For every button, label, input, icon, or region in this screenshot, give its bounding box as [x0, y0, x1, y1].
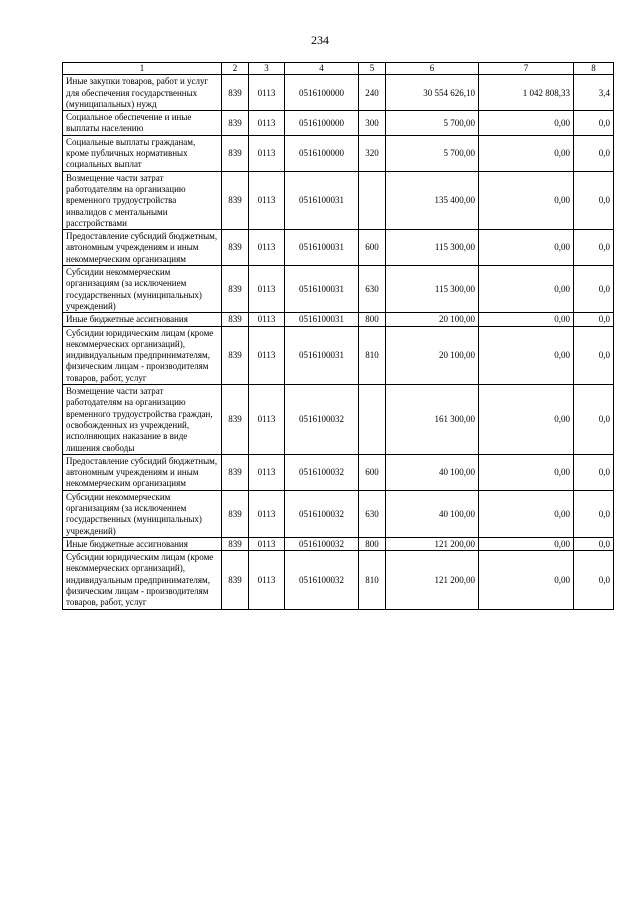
cell-col2: 839 [222, 385, 249, 455]
cell-col8: 0,0 [574, 551, 614, 609]
cell-col5: 810 [359, 326, 386, 384]
cell-col6: 121 200,00 [386, 551, 479, 609]
cell-col2: 839 [222, 135, 249, 171]
table-row [63, 326, 614, 384]
cell-col2: 839 [222, 326, 249, 384]
table-row [63, 313, 614, 326]
cell-col4: 0516100031 [285, 313, 359, 326]
table-header-row [63, 63, 614, 75]
table-row [63, 230, 614, 266]
cell-col6: 135 400,00 [386, 171, 479, 229]
cell-col2: 839 [222, 313, 249, 326]
cell-col7: 0,00 [479, 551, 574, 609]
cell-col7: 0,00 [479, 537, 574, 550]
table-row [63, 266, 614, 313]
cell-col5: 630 [359, 490, 386, 537]
row-name: Субсидии некоммерческим организациям (за исключением государственных (муниципальных) учреждений) [63, 490, 222, 537]
row-name: Возмещение части затрат работодателям на организацию временного трудоустройства граждан, освобожденных из учреждений, исполняющих наказание в виде лишения свободы [63, 385, 222, 455]
cell-col3: 0113 [249, 537, 285, 550]
cell-col7: 0,00 [479, 230, 574, 266]
cell-col8: 3,4 [574, 75, 614, 111]
row-name: Социальные выплаты гражданам, кроме публичных нормативных социальных выплат [63, 135, 222, 171]
cell-col5: 630 [359, 266, 386, 313]
row-name: Субсидии юридическим лицам (кроме некоммерческих организаций), индивидуальным предпринимателям, физическим лицам - производителям товаров, работ, услуг [63, 326, 222, 384]
cell-col2: 839 [222, 266, 249, 313]
cell-col5: 810 [359, 551, 386, 609]
column-header: 8 [574, 63, 614, 75]
cell-col7: 0,00 [479, 326, 574, 384]
cell-col4: 0516100031 [285, 266, 359, 313]
cell-col3: 0113 [249, 111, 285, 136]
cell-col3: 0113 [249, 326, 285, 384]
cell-col7: 0,00 [479, 266, 574, 313]
column-header: 7 [479, 63, 574, 75]
table-row [63, 135, 614, 171]
cell-col2: 839 [222, 230, 249, 266]
cell-col4: 0516100000 [285, 75, 359, 111]
cell-col7: 0,00 [479, 135, 574, 171]
cell-col2: 839 [222, 537, 249, 550]
cell-col5: 240 [359, 75, 386, 111]
cell-col5: 600 [359, 454, 386, 490]
cell-col4: 0516100000 [285, 135, 359, 171]
cell-col8: 0,0 [574, 537, 614, 550]
cell-col8: 0,0 [574, 171, 614, 229]
cell-col7: 0,00 [479, 490, 574, 537]
cell-col5 [359, 171, 386, 229]
row-name: Возмещение части затрат работодателям на организацию временного трудоустройства инвалидов с ментальными расстройствами [63, 171, 222, 229]
cell-col5: 800 [359, 537, 386, 550]
cell-col4: 0516100031 [285, 230, 359, 266]
cell-col8: 0,0 [574, 135, 614, 171]
column-header: 5 [359, 63, 386, 75]
row-name: Субсидии юридическим лицам (кроме некоммерческих организаций), индивидуальным предпринимателям, физическим лицам - производителям товаров, работ, услуг [63, 551, 222, 609]
budget-table [62, 62, 614, 610]
cell-col7: 0,00 [479, 454, 574, 490]
table-row [63, 454, 614, 490]
cell-col7: 0,00 [479, 313, 574, 326]
column-header: 3 [249, 63, 285, 75]
row-name: Предоставление субсидий бюджетным, автономным учреждениям и иным некоммерческим организациям [63, 230, 222, 266]
column-header: 1 [63, 63, 222, 75]
cell-col4: 0516100031 [285, 171, 359, 229]
cell-col4: 0516100031 [285, 326, 359, 384]
cell-col7: 0,00 [479, 385, 574, 455]
table-row [63, 75, 614, 111]
cell-col2: 839 [222, 171, 249, 229]
cell-col8: 0,0 [574, 230, 614, 266]
cell-col5: 800 [359, 313, 386, 326]
cell-col8: 0,0 [574, 111, 614, 136]
cell-col8: 0,0 [574, 385, 614, 455]
table-row [63, 171, 614, 229]
cell-col6: 121 200,00 [386, 537, 479, 550]
cell-col6: 20 100,00 [386, 313, 479, 326]
cell-col3: 0113 [249, 490, 285, 537]
cell-col2: 839 [222, 454, 249, 490]
row-name: Иные закупки товаров, работ и услуг для обеспечения государственных (муниципальных) нужд [63, 75, 222, 111]
cell-col8: 0,0 [574, 326, 614, 384]
cell-col4: 0516100032 [285, 490, 359, 537]
cell-col3: 0113 [249, 171, 285, 229]
row-name: Социальное обеспечение и иные выплаты населению [63, 111, 222, 136]
column-header: 2 [222, 63, 249, 75]
cell-col3: 0113 [249, 135, 285, 171]
cell-col4: 0516100000 [285, 111, 359, 136]
row-name: Иные бюджетные ассигнования [63, 313, 222, 326]
cell-col5: 600 [359, 230, 386, 266]
cell-col7: 0,00 [479, 171, 574, 229]
cell-col2: 839 [222, 75, 249, 111]
cell-col3: 0113 [249, 230, 285, 266]
cell-col6: 40 100,00 [386, 454, 479, 490]
cell-col6: 5 700,00 [386, 135, 479, 171]
table-row [63, 385, 614, 455]
cell-col5: 300 [359, 111, 386, 136]
cell-col5: 320 [359, 135, 386, 171]
cell-col3: 0113 [249, 454, 285, 490]
row-name: Субсидии некоммерческим организациям (за исключением государственных (муниципальных) учреждений) [63, 266, 222, 313]
row-name: Предоставление субсидий бюджетным, автономным учреждениям и иным некоммерческим организациям [63, 454, 222, 490]
table-row [63, 551, 614, 609]
cell-col8: 0,0 [574, 266, 614, 313]
cell-col7: 0,00 [479, 111, 574, 136]
cell-col6: 40 100,00 [386, 490, 479, 537]
table-row [63, 537, 614, 550]
column-header: 6 [386, 63, 479, 75]
page-number: 234 [311, 33, 329, 47]
cell-col4: 0516100032 [285, 385, 359, 455]
table-row [63, 490, 614, 537]
cell-col4: 0516100032 [285, 454, 359, 490]
cell-col2: 839 [222, 490, 249, 537]
cell-col7: 1 042 808,33 [479, 75, 574, 111]
cell-col6: 30 554 626,10 [386, 75, 479, 111]
column-header: 4 [285, 63, 359, 75]
cell-col6: 161 300,00 [386, 385, 479, 455]
cell-col4: 0516100032 [285, 537, 359, 550]
cell-col3: 0113 [249, 313, 285, 326]
cell-col6: 20 100,00 [386, 326, 479, 384]
row-name: Иные бюджетные ассигнования [63, 537, 222, 550]
cell-col3: 0113 [249, 385, 285, 455]
cell-col6: 5 700,00 [386, 111, 479, 136]
cell-col8: 0,0 [574, 454, 614, 490]
cell-col3: 0113 [249, 266, 285, 313]
table-row [63, 111, 614, 136]
cell-col4: 0516100032 [285, 551, 359, 609]
cell-col2: 839 [222, 111, 249, 136]
cell-col6: 115 300,00 [386, 266, 479, 313]
cell-col6: 115 300,00 [386, 230, 479, 266]
cell-col3: 0113 [249, 75, 285, 111]
cell-col8: 0,0 [574, 490, 614, 537]
cell-col8: 0,0 [574, 313, 614, 326]
cell-col2: 839 [222, 551, 249, 609]
cell-col5 [359, 385, 386, 455]
cell-col3: 0113 [249, 551, 285, 609]
